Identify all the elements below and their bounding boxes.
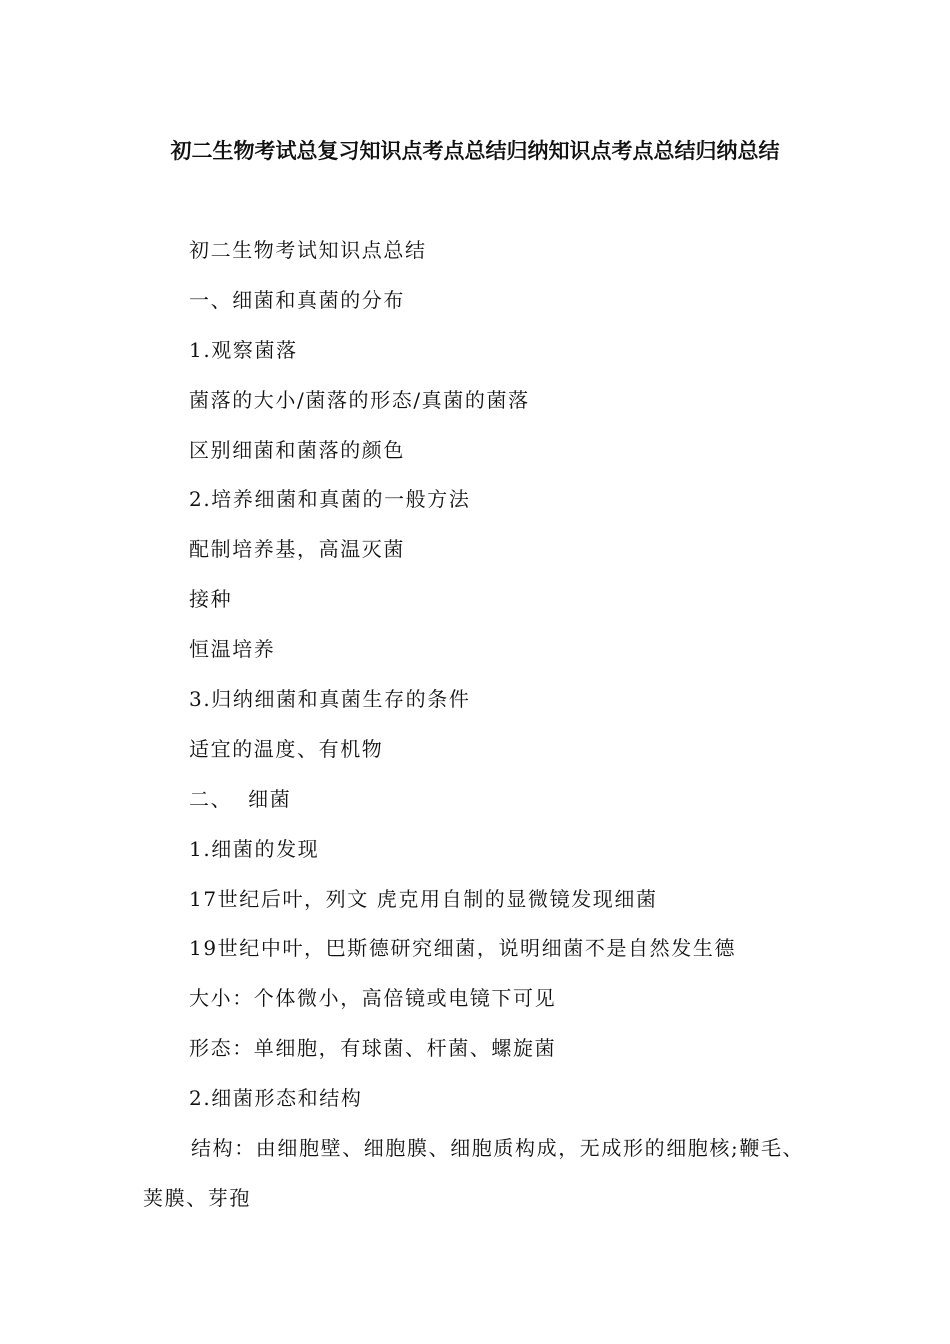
paragraph-section-2-heading: 二、 细菌 (189, 786, 292, 811)
paragraph-temperature-organics: 适宜的温度、有机物 (189, 736, 384, 761)
paragraph-morphology-structure: 2.细菌形态和结构 (189, 1086, 363, 1111)
paragraph-incubate: 恒温培养 (189, 637, 276, 662)
paragraph-colony-features: 菌落的大小/菌落的形态/真菌的菌落 (189, 387, 530, 412)
paragraph-size: 大小：个体微小，高倍镜或电镜下可见 (189, 986, 557, 1011)
document-body (143, 234, 813, 1241)
paragraph-pasteur: 19世纪中叶，巴斯德研究细菌，说明细菌不是自然发生德 (189, 936, 737, 961)
document-title: 初二生物考试总复习知识点考点总结归纳知识点考点总结归纳总结 (170, 139, 780, 163)
paragraph-prepare-medium: 配制培养基，高温灭菌 (189, 537, 405, 562)
paragraph-shape: 形态：单细胞，有球菌、杆菌、螺旋菌 (189, 1036, 557, 1061)
paragraph-summary-heading: 初二生物考试知识点总结 (189, 238, 427, 262)
paragraph-section-1-heading: 一、细菌和真菌的分布 (189, 287, 405, 312)
paragraph-bacteria-discovery: 1.细菌的发现 (189, 836, 320, 861)
paragraph-observe-colonies: 1.观察菌落 (189, 337, 298, 362)
paragraph-structure-details: 结构：由细胞壁、细胞膜、细胞质构成，无成形的细胞核;鞭毛、荚膜、芽孢 (143, 1136, 805, 1211)
paragraph-inoculate: 接种 (189, 587, 233, 612)
paragraph-leeuwenhoek: 17世纪后叶，列文 虎克用自制的显微镜发现细菌 (189, 886, 658, 911)
paragraph-colony-colors: 区别细菌和菌落的颜色 (189, 437, 405, 462)
paragraph-survival-conditions: 3.归纳细菌和真菌生存的条件 (189, 687, 471, 712)
paragraph-culture-method: 2.培养细菌和真菌的一般方法 (189, 487, 471, 512)
